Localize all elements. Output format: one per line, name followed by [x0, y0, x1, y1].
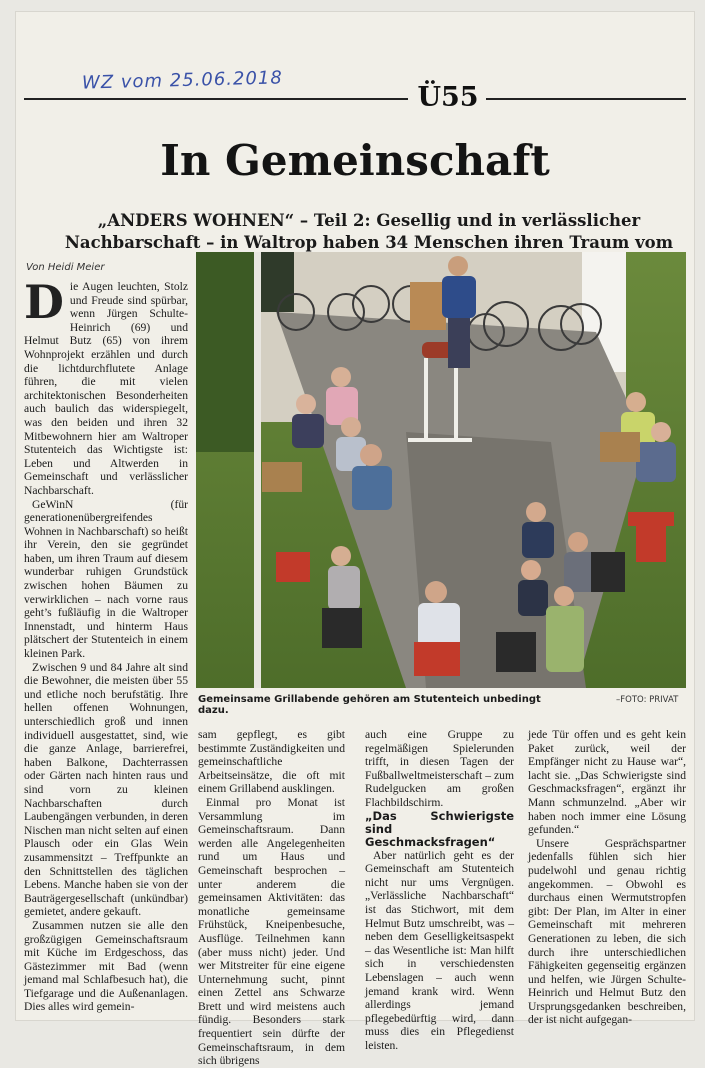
article-paragraph: Zwischen 9 und 84 Jahre alt sind die Bewohner, die meisten über 55 und etliche noch berufstätig. Ihre hellen offenen Wohnungen, unterschiedlich groß und innen individuell ausgestattet, sind, wie die ganze Anlage, barrierefrei, haben Balkone, Dachterrassen oder Gärten nach hinten raus und sind vorn zu kleinen Nachbarschaften durch Laubengängen verbunden, in deren Nischen man nicht selten auf einen Plausch oder ein Glas Wein zusammensitzt – Treffpunkte an den Schnittstellen des täglichen Lebens. Manche haben sie von der Bauträgergesellschaft (unkündbar) gemietet, andere gekauft.	[24, 660, 188, 919]
article-column-2	[198, 728, 345, 1068]
article-paragraph: auch eine Gruppe zu regelmäßigen Spielerunden trifft, in diesen Tagen der Fußballweltmeisterschaft – zum Rudelgucken am großen Flachbildschirm.	[365, 728, 514, 809]
article-column-4	[528, 728, 686, 1027]
article-paragraph: jede Tür offen und es geht kein Paket zurück, weil der Empfänger nicht zu Hause war“, lacht sie. „Das Schwierigste sind Geschmacksfragen“, ergänzt ihr Mann schmunzelnd. „Aber wir haben noch immer eine Lösung gefunden.“	[528, 728, 686, 837]
newspaper-clipping	[16, 12, 694, 1068]
section-label: Ü55	[417, 82, 479, 113]
drop-cap: D	[24, 275, 64, 329]
article-paragraph: sam gepflegt, es gibt bestimmte Zuständigkeiten und gemeinschaftliche Arbeitseinsätze, die oft mit einem Grillabend ausklingen.	[198, 728, 345, 796]
section-rule-left	[24, 98, 408, 100]
article-paragraph: GeWinN (für generationenübergreifendes Wohnen in Nachbarschaft) so heißt ihr Verein, den sie gegründet haben, um ihren Traum auf diesem wunderbar ruhigen Grundstück zwischen hohen Bäumen zu verwirklichen – nach vorne raus geht’s fußläufig in die Waltroper Innenstadt, und hinterm Haus plätschert der Stutenteich in einem kleinen Park.	[24, 497, 188, 661]
headline: In Gemeinschaft	[160, 136, 550, 185]
article-paragraph: Aber natürlich geht es der Gemeinschaft am Stutenteich nicht nur ums Vergnügen. „Verlässliche Nachbarschaft“ ist das Stichwort, mit dem Helmut Butz umschreibt, was – neben dem Geselligkeitsaspekt – das Wesentliche ist: Man hilft sich in verschiedensten Lebenslagen – auch wenn jemand krank wird. Wenn allerdings jemand pflegebedürftig wird, dann muss dies ein Pflegedienst leisten.	[365, 848, 514, 1052]
handwritten-date-note: WZ vom 25.06.2018	[81, 67, 284, 94]
paragraph-text: ie Augen leuchten, Stolz und Freude sind spürbar, wenn Jürgen Schulte-Heinrich (69) und Helmut Butz (65) von ihrem Wohnprojekt erzählen und durch die lichtdurchflutete Anlage führen, die mit vielen architektonischen Besonderheiten auch baulich das widerspiegelt, was den beiden und ihren 32 Mitbewohnern hier am Waltroper Stutenteich das Wichtigste ist: Leben und Altwerden in Gemeinschaft und verlässlicher Nachbarschaft.	[24, 280, 188, 497]
article-paragraph: Unsere Gesprächspartner jedenfalls fühlen sich hier pudelwohl und genau richtig angekommen. – Obwohl es durchaus einen Wermutstropfen gibt: Der Plan, im Alter in einer Gemeinschaft mit mehreren Generationen zu leben, die sich durch ihre unterschiedlichen Fähigkeiten gegenseitig ergänzen und helfen, wie Jürgen Schulte-Heinrich und Helmut Butz den Ursprungsgedanken beschreiben, der ist nicht aufgegan-	[528, 836, 686, 1027]
article-paragraph: Zusammen nutzen sie alle den großzügigen Gemeinschaftsraum mit Küche im Erdgeschoss, das Gästezimmer mit Bad (wenn jemand mal Schlafbesuch hat), die Tiefgarage und die Außenanlagen. Dies alles wird gemein-	[24, 918, 188, 1014]
section-rule-right	[486, 98, 686, 100]
article-paragraph	[24, 275, 188, 498]
photo-caption: Gemeinsame Grillabende gehören am Stutenteich unbedingt dazu.	[198, 694, 541, 716]
photo-credit: –FOTO: PRIVAT	[616, 695, 679, 705]
article-column-3	[365, 728, 514, 1052]
photo-barbecue-gathering	[196, 252, 686, 688]
article-column-1	[24, 275, 188, 1020]
article-photo	[196, 252, 686, 688]
byline: Von Heidi Meier	[26, 262, 105, 273]
article-paragraph: Einmal pro Monat ist Versammlung im Gemeinschaftsraum. Dann werden alle Angelegenheiten rund um Haus und Gemeinschaft besprochen – unter anderem die gemeinsamen Aktivitäten: das monatliche gemeinsame Frühstück, Kneipenbesuche, Ausflüge. Teilnehmen kann (aber muss nicht) jeder. Und wer Mitstreiter für eine eigene Unternehmung sucht, pinnt einen Zettel ans Schwarze Brett und wird meistens auch fündig. Besonders stark frequentiert sein dürfte der Gemeinschaftsraum, in dem sich übrigens	[198, 795, 345, 1068]
subheadline: „ANDERS WOHNEN“ – Teil 2: Gesellig und in verlässlicher Nachbarschaft – in Waltrop haben 34 Menschen ihren Traum vom	[64, 211, 674, 252]
intermediate-heading: „Das Schwierigste sind Geschmacksfragen“	[365, 808, 514, 849]
